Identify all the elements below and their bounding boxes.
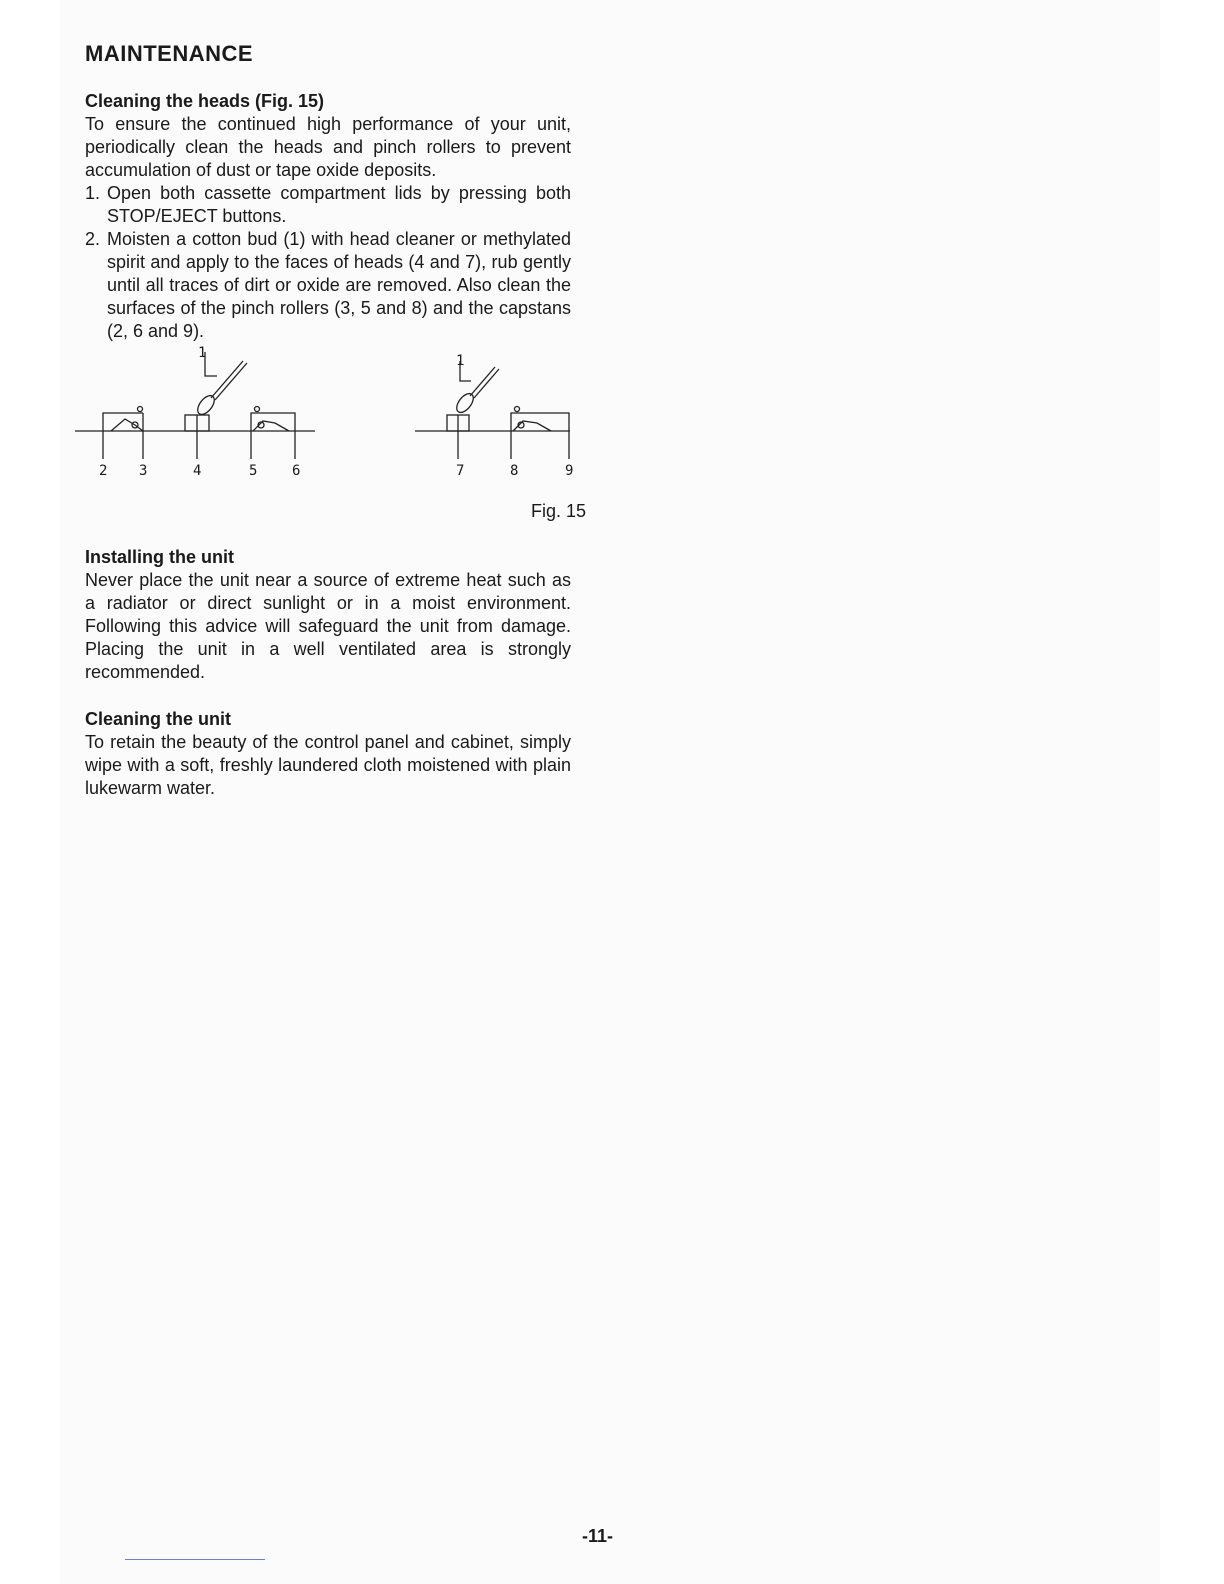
section-title-cleaning-unit: Cleaning the unit xyxy=(85,709,231,729)
fig-label: 9 xyxy=(565,463,574,479)
installing-paragraph: Never place the unit near a source of extreme heat such as a radiator or direct sunlight or in a moist environment. Following this advice will safeguard the unit from damage. Placing the unit in a well ventilated area is strongly recommended. xyxy=(85,570,571,682)
head-cleaning-diagram xyxy=(75,351,585,501)
fig-label: 2 xyxy=(99,463,108,479)
step-text: Open both cassette compartment lids by pressing both STOP/EJECT buttons. xyxy=(107,183,571,226)
fig-label: 3 xyxy=(139,463,148,479)
step-item xyxy=(85,228,571,343)
step-number: 1. xyxy=(85,183,101,203)
page-number: -11- xyxy=(582,1526,614,1546)
step-item xyxy=(85,182,571,228)
figure-15 xyxy=(85,345,586,536)
fig-label: 5 xyxy=(249,463,258,479)
section-cleaning-heads xyxy=(85,90,571,343)
intro-paragraph: To ensure the continued high performance of your unit, periodically clean the heads and pinch rollers to prevent accumulation of dust or tape oxide deposits. xyxy=(85,114,571,180)
fig-label: 4 xyxy=(193,463,202,479)
cleaning-paragraph: To retain the beauty of the control panel and cabinet, simply wipe with a soft, freshly laundered cloth moistened with plain lukewarm water. xyxy=(85,732,571,798)
section-cleaning-unit xyxy=(85,708,571,800)
fig-label-bud-left: 1 xyxy=(198,345,207,361)
step-number: 2. xyxy=(85,229,101,249)
figure-caption: Fig. 15 xyxy=(530,501,586,521)
section-title-installing: Installing the unit xyxy=(85,547,234,567)
section-title-cleaning-heads: Cleaning the heads (Fig. 15) xyxy=(85,91,325,111)
fig-label: 8 xyxy=(510,463,519,479)
fig-label: 6 xyxy=(292,463,301,479)
steps-list xyxy=(85,182,571,343)
page-title: MAINTENANCE xyxy=(85,41,254,66)
step-text: Moisten a cotton bud (1) with head cleaner or methylated spirit and apply to the faces of heads (4 and 7), rub gently until all traces of dirt or oxide are removed. Also clean the surfaces of the pinch rollers (3, 5 and 8) and the capstans (2, 6 and 9). xyxy=(107,229,571,341)
footer-rule xyxy=(125,1559,265,1560)
content-column xyxy=(85,40,586,800)
fig-label-bud-right: 1 xyxy=(456,353,465,369)
fig-label: 7 xyxy=(456,463,465,479)
section-installing-unit xyxy=(85,546,571,684)
